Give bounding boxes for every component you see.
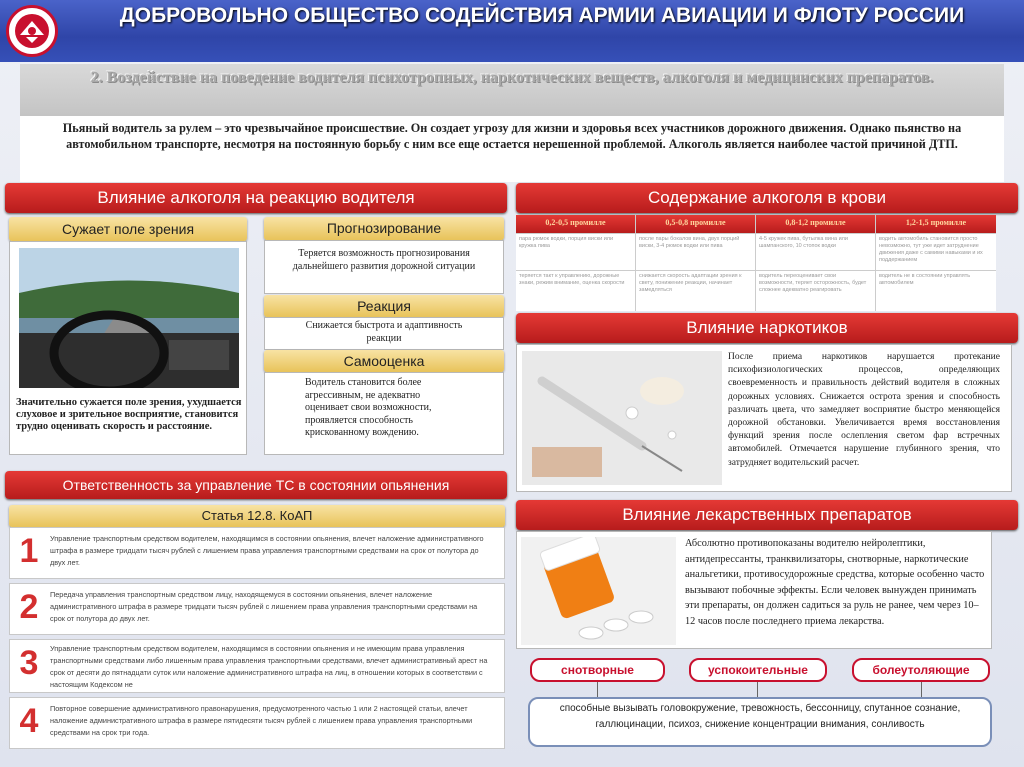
page-title: ДОБРОВОЛЬНО ОБЩЕСТВО СОДЕЙСТВИЯ АРМИИ АВИАЦИИ И ФЛОТУ РОССИИ	[119, 4, 965, 27]
car-interior-image	[19, 248, 239, 388]
side-effects-text: способные вызывать головокружение, тревожность, бессонницу, спутанное сознание, галлюцинации, психоз, снижение концентрации внимания, сонливость	[528, 697, 992, 747]
pill-sedatives: успокоительные	[689, 658, 827, 682]
vision-text: Значительно сужается поле зрения, ухудшается слуховое и зрительное восприятие, становится трудно оценивать скорость и расстояние.	[16, 397, 242, 432]
responsibility-title: Ответственность за управление ТС в состоянии опьянения	[5, 471, 507, 499]
article-item-2	[9, 583, 505, 635]
article-item-4	[9, 697, 505, 749]
table-cell: водитель не в состоянии управлять автомобилем	[876, 271, 996, 311]
table-header: 1,2-1,5 промилле	[876, 215, 996, 233]
blood-alcohol-table	[516, 215, 996, 311]
table-cell: теряется такт к управлению, дорожные знаки, режим внимание, оценка скорости	[516, 271, 635, 311]
self-assessment-title: Самооценка	[264, 350, 504, 372]
self-assessment-text: Водитель становится более агрессивным, не адекватно оценивает свои возможности, проявляется способность крискованному вождению.	[264, 372, 504, 455]
forecast-text: Теряется возможность прогнозирования дальнейшего развития дорожной ситуации	[264, 240, 504, 294]
article-text: Повторное совершение административного правонарушения, предусмотренного частью 1 или 2 настоящей статьи, влечет наложение административного штрафа в размере пятидесяти тысяч рублей с лишением права управления транспортными средствами на срок три года.	[50, 704, 473, 737]
medications-panel	[516, 531, 992, 649]
article-number: 3	[19, 644, 39, 682]
pill-bottle-image	[521, 537, 676, 645]
narcotics-text: После приема наркотиков нарушается протекание психофизиологических процессов, определяющих своевременность и правильность действий водителя в сложных дорожных условиях. Снижается острота зрения и способность различать цвета, что замедляет восприятие быстро меняющейся дорожной обстановки. Увеличивается время восстановления функций зрения после ослепления светом фар встречных автомобилей. Отмечается нарушение глубинного зрения, что затрудняет водительский расчет.	[728, 352, 1000, 468]
connector-line	[921, 680, 922, 698]
table-cell: водитель переоценивает свои возможности, теряет осторожность, будет сложнее адекватно реагировать	[756, 271, 875, 311]
article-text: Управление транспортным средством водителем, находящимся в состоянии опьянения, влечет наложение административного штрафа в размере тридцати тысяч рублей с лишением права управления транспортными средствами на срок от полутора до двух лет.	[50, 534, 484, 567]
table-header: 0,2-0,5 промилле	[516, 215, 635, 233]
article-text: Управление транспортным средством водителем, находящимся в состоянии опьянения и не имеющим права управления транспортными средствами либо лишенным права управления транспортными средствами, влечет административный арест на срок от десяти до пятнадцати суток или наложение административного штрафа на лиц, в отношении которых в соответствии с настоящим Кодексом не	[50, 644, 488, 689]
pill-painkillers: болеутоляющие	[852, 658, 990, 682]
forecast-title: Прогнозирование	[264, 217, 504, 240]
alcohol-reaction-title: Влияние алкоголя на реакцию водителя	[5, 183, 507, 213]
vision-title: Сужает поле зрения	[9, 217, 247, 241]
medications-title: Влияние лекарственных препаратов	[516, 500, 1018, 530]
table-header: 0,8-1,2 промилле	[756, 215, 875, 233]
article-number: 1	[19, 532, 39, 570]
article-number: 2	[19, 588, 39, 626]
table-cell: после пары бокалов вина, двух порций виски, 3-4 рюмок водки или пива	[636, 234, 755, 270]
section-title: 2. Воздействие на поведение водителя психотропных, наркотических веществ, алкоголя и медицинских препаратов.	[20, 64, 1004, 116]
blood-alcohol-title: Содержание алкоголя в крови	[516, 183, 1018, 213]
table-cell: снижается скорость адаптации зрения к свету, понижение реакции, начинает замедляться	[636, 271, 755, 311]
intro-text: Пьяный водитель за рулем – это чрезвычайное происшествие. Он создает угрозу для жизни и здоровья всех участников дорожного движения. Однако пьянство на автомобильном транспорте, несмотря на постоянную борьбу с ним все еще остается нерешенной проблемой. Алкоголь является наиболее частой причиной ДТП.	[20, 116, 1004, 182]
article-item-1	[9, 527, 505, 579]
table-cell: пара рюмок водки, порция виски или кружка пива	[516, 234, 635, 270]
article-number: 4	[19, 702, 39, 740]
medications-text: Абсолютно противопоказаны водителю нейролептики, антидепрессанты, транквилизаторы, снотворные, наркотические анальгетики, противосудорожные средства, которые особенно часто вызывают побочные эффекты. Если человек вынужден принимать эти препараты, он должен садиться за руль не ранее, чем через 10–12 часов после последнего приема лекарства.	[685, 538, 985, 627]
article-title: Статья 12.8. КоАП	[9, 505, 505, 527]
reaction-title: Реакция	[264, 295, 504, 317]
article-item-3	[9, 639, 505, 693]
article-text: Передача управления транспортным средством лицу, находящемуся в состоянии опьянения, влечет наложение административного штрафа в размере тридцати тысяч рублей с лишением права управления транспортными средствами на срок от полутора до двух лет.	[50, 590, 478, 623]
table-cell: 4-5 кружек пива, бутылка вина или шампанского, 10 стопок водки	[756, 234, 875, 270]
vision-panel	[9, 241, 247, 455]
narcotics-title: Влияние наркотиков	[516, 313, 1018, 343]
table-header: 0,5-0,8 промилле	[636, 215, 755, 233]
organization-logo	[6, 5, 58, 57]
syringe-image	[522, 351, 722, 485]
reaction-text: Снижается быстрота и адаптивность реакции	[264, 317, 504, 350]
narcotics-panel	[516, 344, 1012, 492]
table-cell: водить автомобиль становится просто невозможно, тут уже идет затруднение движения даже с самими навыками и их поддержанием	[876, 234, 996, 270]
connector-line	[757, 680, 758, 698]
pill-sleeping: снотворные	[530, 658, 665, 682]
connector-line	[597, 680, 598, 698]
